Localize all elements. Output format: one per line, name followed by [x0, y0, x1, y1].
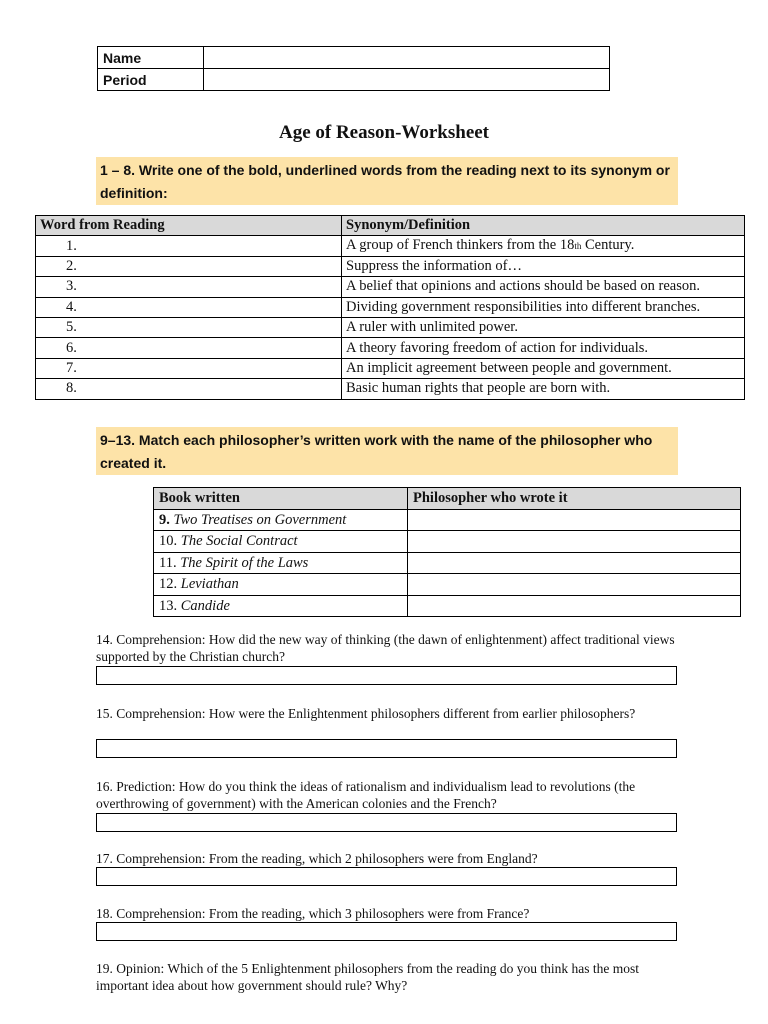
book-number: 12. — [159, 576, 178, 593]
table-row — [36, 277, 745, 297]
vocab-table — [35, 215, 745, 400]
vocab-col2-header: Synonym/Definition — [342, 216, 745, 236]
vocab-definition: A ruler with unlimited power. — [342, 317, 745, 337]
section1-instruction: 1 – 8. Write one of the bold, underlined words from the reading next to its synonym or definition: — [96, 157, 678, 205]
vocab-number[interactable]: 6. — [36, 338, 342, 358]
table-row — [36, 317, 745, 337]
books-col1-header: Book written — [154, 488, 408, 510]
definition-text: A group of French thinkers from the 18 — [346, 237, 575, 254]
book-cell — [154, 595, 408, 617]
vocab-col1-header: Word from Reading — [36, 216, 342, 236]
answer-box-14[interactable] — [96, 666, 677, 685]
table-row — [36, 379, 745, 399]
section2-instruction: 9–13. Match each philosopher’s written work with the name of the philosopher who created it. — [96, 427, 678, 475]
vocab-definition: An implicit agreement between people and government. — [342, 358, 745, 378]
answer-box-16[interactable] — [96, 813, 677, 832]
vocab-definition: Suppress the information of… — [342, 256, 745, 276]
question-17: 17. Comprehension: From the reading, which 2 philosophers were from England? — [96, 851, 538, 866]
vocab-number[interactable]: 8. — [36, 379, 342, 399]
vocab-definition: Dividing government responsibilities into different branches. — [342, 297, 745, 317]
book-cell — [154, 552, 408, 574]
vocab-number[interactable]: 2. — [36, 256, 342, 276]
book-title: Leviathan — [180, 576, 239, 593]
table-row — [36, 236, 745, 256]
philosopher-answer-cell[interactable] — [408, 509, 741, 531]
vocab-header-row — [36, 216, 745, 236]
philosopher-answer-cell[interactable] — [408, 574, 741, 596]
vocab-number[interactable]: 5. — [36, 317, 342, 337]
books-header-row — [154, 488, 741, 510]
name-label: Name — [98, 47, 204, 69]
table-row — [154, 509, 741, 531]
table-row — [154, 574, 741, 596]
answer-box-15[interactable] — [96, 739, 677, 758]
book-title: Two Treatises on Government — [173, 511, 347, 528]
question-15: 15. Comprehension: How were the Enlightenment philosophers different from earlier philosophers? — [96, 706, 636, 721]
period-field[interactable] — [204, 69, 610, 91]
question-16: 16. Prediction: How do you think the ideas of rationalism and individualism lead to revolutions (the overthrowing of government) with the American colonies and the French? — [96, 779, 636, 811]
question-14: 14. Comprehension: How did the new way of thinking (the dawn of enlightenment) affect traditional views supported by the Christian church? — [96, 632, 675, 664]
table-row — [154, 531, 741, 553]
vocab-definition: A belief that opinions and actions should be based on reason. — [342, 277, 745, 297]
philosopher-answer-cell[interactable] — [408, 552, 741, 574]
page-title: Age of Reason-Worksheet — [278, 122, 490, 143]
period-label: Period — [98, 69, 204, 91]
table-row — [154, 552, 741, 574]
table-row — [154, 595, 741, 617]
books-table — [153, 487, 741, 617]
question-19: 19. Opinion: Which of the 5 Enlightenment philosophers from the reading do you think has the most important idea about how government should rule? Why? — [96, 961, 640, 993]
book-number: 10. — [159, 533, 178, 550]
answer-box-17[interactable] — [96, 867, 677, 886]
book-number: 9. — [159, 511, 170, 528]
answer-box-18[interactable] — [96, 922, 677, 941]
question-18: 18. Comprehension: From the reading, which 3 philosophers were from France? — [96, 906, 530, 921]
vocab-number[interactable]: 1. — [36, 236, 342, 256]
book-title: Candide — [180, 597, 230, 614]
book-number: 11. — [159, 554, 177, 571]
table-row — [36, 358, 745, 378]
vocab-number[interactable]: 7. — [36, 358, 342, 378]
name-field[interactable] — [204, 47, 610, 69]
ordinal-suffix: th — [574, 241, 582, 252]
table-row — [36, 338, 745, 358]
book-cell — [154, 574, 408, 596]
philosopher-answer-cell[interactable] — [408, 531, 741, 553]
book-title: The Spirit of the Laws — [180, 554, 309, 571]
vocab-definition: Basic human rights that people are born with. — [342, 379, 745, 399]
table-row — [36, 256, 745, 276]
definition-text-end: Century. — [581, 237, 635, 254]
books-col2-header: Philosopher who wrote it — [408, 488, 741, 510]
name-period-table — [97, 46, 610, 91]
vocab-number[interactable]: 4. — [36, 297, 342, 317]
book-number: 13. — [159, 597, 178, 614]
table-row — [36, 297, 745, 317]
book-cell — [154, 509, 408, 531]
philosopher-answer-cell[interactable] — [408, 595, 741, 617]
book-cell — [154, 531, 408, 553]
vocab-definition — [342, 236, 745, 256]
book-title: The Social Contract — [180, 533, 298, 550]
vocab-definition: A theory favoring freedom of action for individuals. — [342, 338, 745, 358]
vocab-number[interactable]: 3. — [36, 277, 342, 297]
